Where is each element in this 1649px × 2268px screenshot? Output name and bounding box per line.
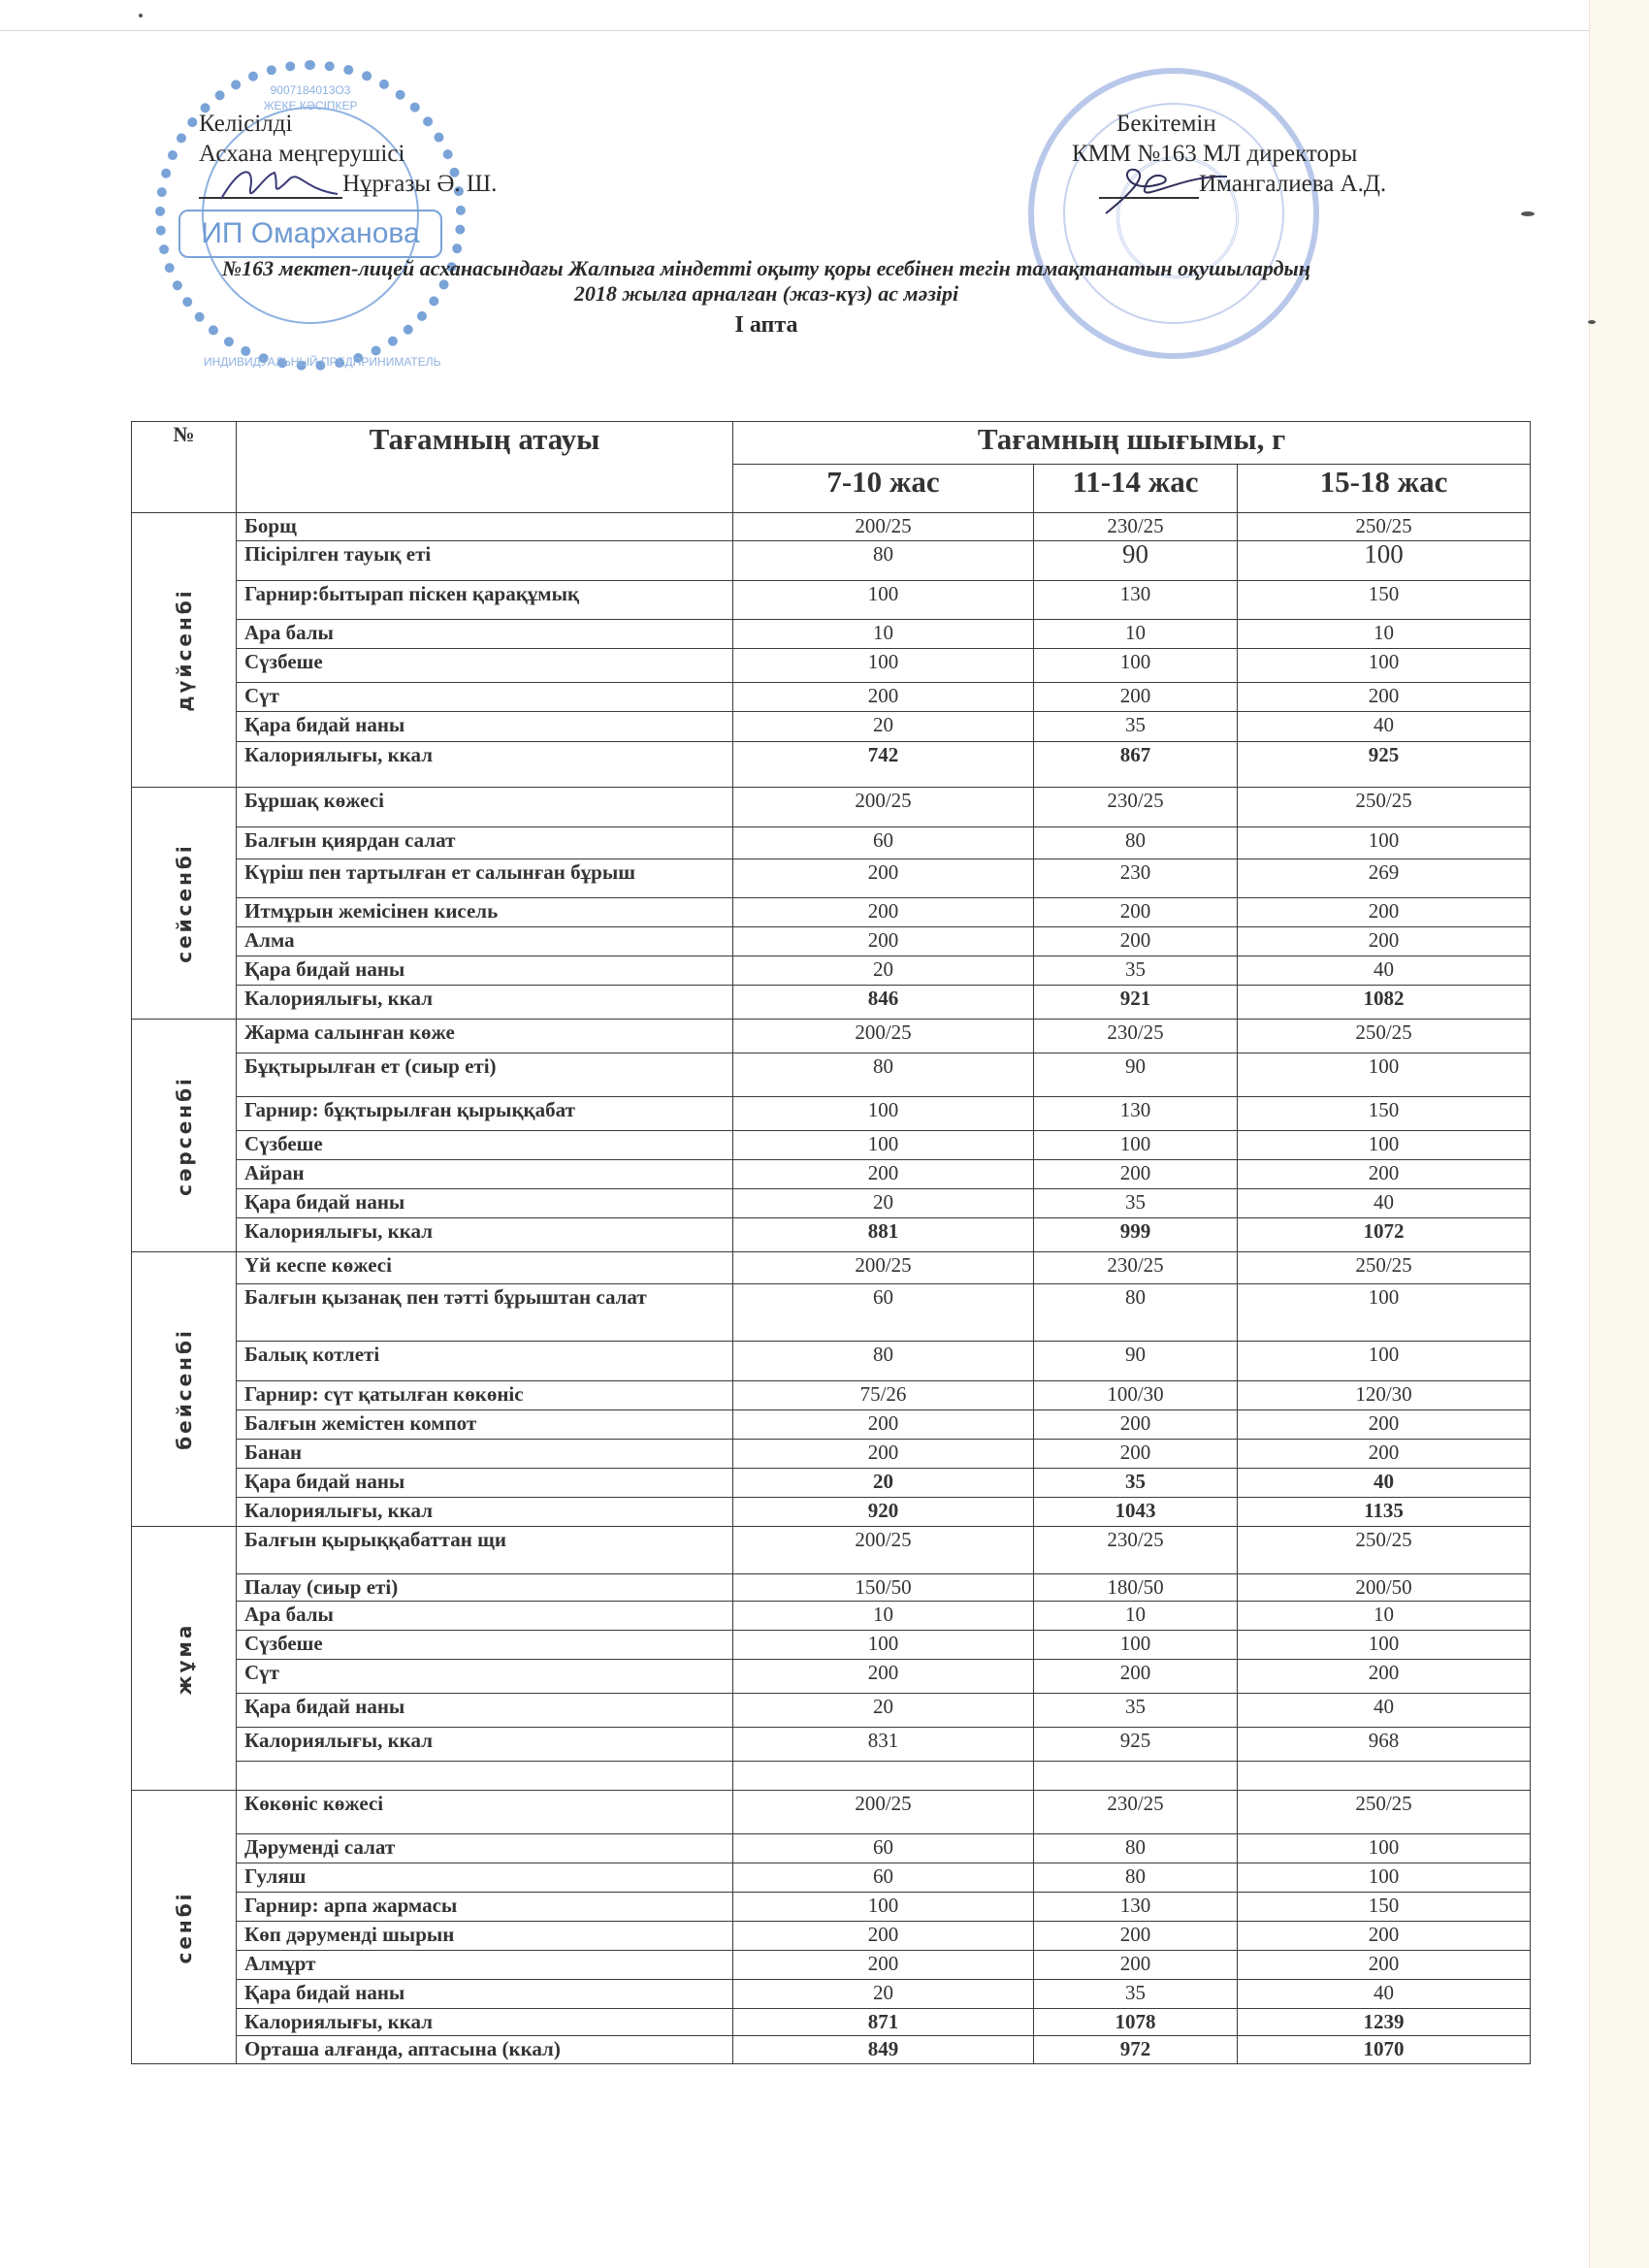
approval-heading: Бекітемін: [1116, 111, 1216, 137]
day-label: сейсенбі: [172, 843, 196, 963]
dish-name: Көкөніс көжесі: [237, 1791, 733, 1834]
dish-name: Борщ: [237, 513, 733, 541]
dish-name: Үй кеспе көжесі: [237, 1252, 733, 1284]
yield-value-11-14: 972: [1034, 2036, 1238, 2064]
dish-name: Гарнир: бұқтырылған қырыққабат: [237, 1097, 733, 1131]
yield-value-15-18: 100: [1238, 1834, 1531, 1863]
yield-value-11-14: 100: [1034, 649, 1238, 683]
yield-value-11-14: 200: [1034, 1922, 1238, 1951]
yield-value-7-10: 200: [733, 1951, 1034, 1980]
yield-value-15-18: 250/25: [1238, 1020, 1531, 1053]
dish-name: Калориялығы, ккал: [237, 2009, 733, 2036]
yield-value-11-14: 35: [1034, 1189, 1238, 1218]
yield-value-15-18: 250/25: [1238, 1252, 1531, 1284]
table-row: [132, 1922, 1531, 1951]
table-row: [132, 1381, 1531, 1410]
yield-value-7-10: 200/25: [733, 1252, 1034, 1284]
dish-name: Сүзбеше: [237, 1131, 733, 1160]
yield-value-15-18: 100: [1238, 827, 1531, 859]
yield-value-15-18: 250/25: [1238, 1791, 1531, 1834]
stamp-middle-text: ЖЕКЕ КӘСІПКЕР: [263, 99, 358, 113]
dish-name: Палау (сиыр еті): [237, 1574, 733, 1602]
day-cell: [132, 1527, 237, 1791]
yield-value-15-18: 40: [1238, 956, 1531, 986]
dish-name: Жарма салынған көже: [237, 1020, 733, 1053]
yield-value-15-18: 250/25: [1238, 513, 1531, 541]
header-yield: Тағамның шығымы, г: [733, 422, 1531, 465]
yield-value-7-10: 20: [733, 1694, 1034, 1728]
dish-name: Ара балы: [237, 1602, 733, 1631]
yield-value-7-10: 20: [733, 1980, 1034, 2009]
yield-value-7-10: 60: [733, 1284, 1034, 1342]
yield-value-11-14: 230/25: [1034, 1791, 1238, 1834]
table-row: [132, 898, 1531, 927]
table-row: [132, 1020, 1531, 1053]
day-cell: [132, 1020, 237, 1252]
dish-name: Сүт: [237, 1660, 733, 1694]
yield-value-11-14: 200: [1034, 927, 1238, 956]
title-line-2: 2018 жылға арналған (жаз-күз) ас мәзірі: [573, 281, 959, 306]
yield-value-11-14: 10: [1034, 1602, 1238, 1631]
document-title: [0, 256, 1649, 341]
header-age-11-14: 11-14 жас: [1034, 465, 1238, 513]
table-row: [132, 1469, 1531, 1498]
table-row: [132, 1053, 1531, 1097]
dish-name: Көп дәруменді шырын: [237, 1922, 733, 1951]
yield-value-7-10: 80: [733, 541, 1034, 581]
yield-value-15-18: 10: [1238, 1602, 1531, 1631]
dish-name: Пісірілген тауық еті: [237, 541, 733, 581]
dish-name: Қара бидай наны: [237, 712, 733, 742]
yield-value-7-10: 60: [733, 1834, 1034, 1863]
table-row: [132, 1893, 1531, 1922]
yield-value-11-14: 90: [1034, 1053, 1238, 1097]
yield-value-7-10: 20: [733, 1189, 1034, 1218]
day-label: дүйсенбі: [172, 588, 196, 712]
menu-body: [132, 513, 1531, 2064]
dish-name: Сүзбеше: [237, 1631, 733, 1660]
yield-value-11-14: 200: [1034, 1410, 1238, 1440]
table-row: [132, 541, 1531, 581]
yield-value-7-10: 200/25: [733, 788, 1034, 827]
dish-name: Қара бидай наны: [237, 1469, 733, 1498]
yield-value-7-10: 100: [733, 1893, 1034, 1922]
yield-value-11-14: 100: [1034, 1631, 1238, 1660]
week-label: І апта: [734, 312, 798, 338]
table-row: [132, 2036, 1531, 2064]
yield-value-7-10: 150/50: [733, 1574, 1034, 1602]
yield-value-15-18: 269: [1238, 859, 1531, 898]
yield-value-11-14: 200: [1034, 1160, 1238, 1189]
yield-value-15-18: 100: [1238, 1131, 1531, 1160]
yield-value-7-10: 881: [733, 1218, 1034, 1252]
yield-value-11-14: 130: [1034, 1893, 1238, 1922]
table-row: [132, 1694, 1531, 1728]
approval-position: Асхана меңгерушісі: [199, 141, 405, 167]
yield-value-11-14: 200: [1034, 1660, 1238, 1694]
yield-value-15-18: 200: [1238, 1922, 1531, 1951]
yield-value-15-18: 250/25: [1238, 788, 1531, 827]
dish-name: Банан: [237, 1440, 733, 1469]
yield-value-15-18: 250/25: [1238, 1527, 1531, 1574]
dish-name: Қара бидай наны: [237, 1694, 733, 1728]
dish-name: Калориялығы, ккал: [237, 986, 733, 1020]
stamp-main-text: ИП Омарханова: [178, 210, 442, 258]
approval-position: КММ №163 МЛ директоры: [1072, 141, 1358, 167]
approval-name: Имангалиева А.Д.: [1199, 171, 1387, 197]
yield-value-15-18: 40: [1238, 712, 1531, 742]
table-row: [132, 1660, 1531, 1694]
yield-value-15-18: 1135: [1238, 1498, 1531, 1527]
yield-value-7-10: 200: [733, 1160, 1034, 1189]
yield-value-11-14: 90: [1034, 1342, 1238, 1381]
signature-icon: [1091, 155, 1237, 223]
yield-value-15-18: 10: [1238, 620, 1531, 649]
day-cell: [132, 788, 237, 1020]
yield-value-15-18: 150: [1238, 1893, 1531, 1922]
yield-value-15-18: 200: [1238, 1660, 1531, 1694]
yield-value-11-14: 867: [1034, 742, 1238, 788]
dish-name: Итмұрын жемісінен кисель: [237, 898, 733, 927]
yield-value-7-10: 846: [733, 986, 1034, 1020]
yield-value-11-14: 80: [1034, 1834, 1238, 1863]
yield-value-15-18: 200: [1238, 898, 1531, 927]
table-row: [132, 788, 1531, 827]
yield-value-11-14: 100: [1034, 1131, 1238, 1160]
yield-value-11-14: 1043: [1034, 1498, 1238, 1527]
yield-value-7-10: 100: [733, 581, 1034, 620]
yield-value-11-14: 200: [1034, 1951, 1238, 1980]
yield-value-7-10: 60: [733, 827, 1034, 859]
yield-value-7-10: 200: [733, 1410, 1034, 1440]
stamp-bottom-text: ИНДИВИДУАЛЬНЫЙ ПРЕДПРИНИМАТЕЛЬ: [204, 355, 441, 369]
yield-value-15-18: 200: [1238, 1410, 1531, 1440]
yield-value-11-14: 80: [1034, 1863, 1238, 1893]
day-cell: [132, 1252, 237, 1527]
table-row: [132, 986, 1531, 1020]
scan-speck: [1521, 211, 1535, 216]
yield-value-7-10: 200: [733, 898, 1034, 927]
yield-value-11-14: 999: [1034, 1218, 1238, 1252]
table-row: [132, 1342, 1531, 1381]
yield-value-11-14: 130: [1034, 581, 1238, 620]
yield-value-7-10: 20: [733, 1469, 1034, 1498]
yield-value-7-10: 200/25: [733, 1791, 1034, 1834]
table-row: [132, 927, 1531, 956]
yield-value-15-18: 200: [1238, 683, 1531, 712]
yield-value-15-18: 925: [1238, 742, 1531, 788]
table-row: [132, 1440, 1531, 1469]
dish-name: Бұқтырылған ет (сиыр еті): [237, 1053, 733, 1097]
dish-name: Гуляш: [237, 1863, 733, 1893]
yield-value-15-18: 120/30: [1238, 1381, 1531, 1410]
yield-value-11-14: 230/25: [1034, 1020, 1238, 1053]
yield-value-15-18: 968: [1238, 1728, 1531, 1762]
yield-value-7-10: 100: [733, 1097, 1034, 1131]
yield-value-7-10: 80: [733, 1053, 1034, 1097]
yield-value-7-10: 200: [733, 1922, 1034, 1951]
yield-value-11-14: 35: [1034, 1469, 1238, 1498]
header-age-15-18: 15-18 жас: [1238, 465, 1531, 513]
dish-name: Балғын қырыққабаттан щи: [237, 1527, 733, 1574]
table-row: [132, 1284, 1531, 1342]
yield-value-11-14: 200: [1034, 683, 1238, 712]
yield-value-15-18: 200/50: [1238, 1574, 1531, 1602]
header-dish-name: Тағамның атауы: [237, 422, 733, 513]
dish-name: Балық котлеті: [237, 1342, 733, 1381]
table-row: [132, 1252, 1531, 1284]
table-row: [132, 859, 1531, 898]
dish-name: [237, 1762, 733, 1791]
yield-value-11-14: 230/25: [1034, 788, 1238, 827]
table-row: [132, 649, 1531, 683]
table-row: [132, 827, 1531, 859]
yield-value-11-14: 230/25: [1034, 1252, 1238, 1284]
day-label: жұма: [172, 1622, 196, 1695]
yield-value-7-10: 200: [733, 683, 1034, 712]
yield-value-11-14: 35: [1034, 1694, 1238, 1728]
yield-value-11-14: 100/30: [1034, 1381, 1238, 1410]
yield-value-7-10: 75/26: [733, 1381, 1034, 1410]
yield-value-11-14: 35: [1034, 956, 1238, 986]
header-number: №: [132, 422, 237, 513]
table-row: [132, 1160, 1531, 1189]
yield-value-15-18: 40: [1238, 1189, 1531, 1218]
signature-icon: [211, 155, 347, 213]
table-row: [132, 1762, 1531, 1791]
table-row: [132, 581, 1531, 620]
approval-heading: Келісілді: [199, 111, 293, 137]
header-age-7-10: 7-10 жас: [733, 465, 1034, 513]
yield-value-11-14: 80: [1034, 827, 1238, 859]
yield-value-7-10: 100: [733, 1631, 1034, 1660]
dish-name: Гарнир: сүт қатылған көкөніс: [237, 1381, 733, 1410]
dish-name: Дәруменді салат: [237, 1834, 733, 1863]
yield-value-15-18: 1070: [1238, 2036, 1531, 2064]
yield-value-15-18: 100: [1238, 649, 1531, 683]
table-row: [132, 620, 1531, 649]
yield-value-11-14: 130: [1034, 1097, 1238, 1131]
yield-value-15-18: 200: [1238, 1160, 1531, 1189]
yield-value-15-18: [1238, 1762, 1531, 1791]
yield-value-15-18: 200: [1238, 1951, 1531, 1980]
yield-value-7-10: 200/25: [733, 513, 1034, 541]
table-row: [132, 1834, 1531, 1863]
yield-value-15-18: 1239: [1238, 2009, 1531, 2036]
table-row: [132, 1980, 1531, 2009]
yield-value-11-14: 921: [1034, 986, 1238, 1020]
yield-value-15-18: 100: [1238, 1631, 1531, 1660]
dish-name: Айран: [237, 1160, 733, 1189]
yield-value-15-18: 40: [1238, 1469, 1531, 1498]
table-row: [132, 1863, 1531, 1893]
yield-value-7-10: 200: [733, 1440, 1034, 1469]
day-cell: [132, 513, 237, 788]
yield-value-15-18: 1082: [1238, 986, 1531, 1020]
table-header-row: [132, 422, 1531, 465]
page-edge: [0, 30, 1589, 31]
yield-value-7-10: 20: [733, 956, 1034, 986]
yield-value-11-14: 80: [1034, 1284, 1238, 1342]
approval-name: Нұрғазы Ә. Ш.: [342, 171, 498, 197]
yield-value-7-10: 742: [733, 742, 1034, 788]
yield-value-15-18: 100: [1238, 1863, 1531, 1893]
yield-value-7-10: 920: [733, 1498, 1034, 1527]
day-label: сәрсенбі: [172, 1075, 196, 1196]
dish-name: Қара бидай наны: [237, 1189, 733, 1218]
yield-value-15-18: 40: [1238, 1980, 1531, 2009]
yield-value-15-18: 100: [1238, 1342, 1531, 1381]
table-row: [132, 1097, 1531, 1131]
dish-name: Қара бидай наны: [237, 1980, 733, 2009]
table-row: [132, 1728, 1531, 1762]
dish-name: Калориялығы, ккал: [237, 1218, 733, 1252]
dish-name: Орташа алғанда, аптасына (ккал): [237, 2036, 733, 2064]
scan-speck: [139, 14, 143, 17]
yield-value-7-10: 200: [733, 927, 1034, 956]
dish-name: Калориялығы, ккал: [237, 742, 733, 788]
yield-value-11-14: 10: [1034, 620, 1238, 649]
table-row: [132, 1189, 1531, 1218]
dish-name: Гарнир:бытырап піскен қарақұмық: [237, 581, 733, 620]
dish-name: Калориялығы, ккал: [237, 1498, 733, 1527]
yield-value-7-10: 871: [733, 2009, 1034, 2036]
table-row: [132, 2009, 1531, 2036]
yield-value-15-18: 40: [1238, 1694, 1531, 1728]
yield-value-7-10: 200: [733, 1660, 1034, 1694]
title-line-1: №163 мектеп-лицей асханасындағы Жалпыға міндетті оқыту қоры есебінен тегін тамақтанатын оқушылардың: [222, 256, 1310, 280]
dish-name: Калориялығы, ккал: [237, 1728, 733, 1762]
yield-value-15-18: 100: [1238, 1053, 1531, 1097]
yield-value-15-18: 200: [1238, 927, 1531, 956]
stamp-top-text: 9007184013О3: [270, 83, 351, 97]
table-row: [132, 1527, 1531, 1574]
yield-value-7-10: 200: [733, 859, 1034, 898]
table-row: [132, 1218, 1531, 1252]
dish-name: Балғын қызанақ пен тәтті бұрыштан салат: [237, 1284, 733, 1342]
yield-value-11-14: 230: [1034, 859, 1238, 898]
yield-value-11-14: 230/25: [1034, 1527, 1238, 1574]
dish-name: Балғын қиярдан салат: [237, 827, 733, 859]
yield-value-15-18: 150: [1238, 581, 1531, 620]
yield-value-7-10: [733, 1762, 1034, 1791]
dish-name: Алмұрт: [237, 1951, 733, 1980]
dish-name: Сүт: [237, 683, 733, 712]
yield-value-11-14: 35: [1034, 712, 1238, 742]
dish-name: Ара балы: [237, 620, 733, 649]
table-row: [132, 1631, 1531, 1660]
yield-value-7-10: 80: [733, 1342, 1034, 1381]
table-row: [132, 1131, 1531, 1160]
table-row: [132, 1574, 1531, 1602]
dish-name: Гарнир: арпа жармасы: [237, 1893, 733, 1922]
yield-value-11-14: 35: [1034, 1980, 1238, 2009]
table-row: [132, 1791, 1531, 1834]
yield-value-7-10: 200/25: [733, 1527, 1034, 1574]
yield-value-15-18: 150: [1238, 1097, 1531, 1131]
yield-value-11-14: 925: [1034, 1728, 1238, 1762]
yield-value-7-10: 100: [733, 1131, 1034, 1160]
day-label: бейсенбі: [172, 1328, 196, 1450]
table-row: [132, 513, 1531, 541]
yield-value-7-10: 849: [733, 2036, 1034, 2064]
dish-name: Бұршақ көжесі: [237, 788, 733, 827]
yield-value-7-10: 831: [733, 1728, 1034, 1762]
dish-name: Сүзбеше: [237, 649, 733, 683]
yield-value-7-10: 200/25: [733, 1020, 1034, 1053]
table-row: [132, 1951, 1531, 1980]
table-row: [132, 1602, 1531, 1631]
table-row: [132, 956, 1531, 986]
yield-value-11-14: 90: [1034, 541, 1238, 581]
yield-value-7-10: 60: [733, 1863, 1034, 1893]
table-row: [132, 742, 1531, 788]
yield-value-15-18: 1072: [1238, 1218, 1531, 1252]
dish-name: Күріш пен тартылған ет салынған бұрыш: [237, 859, 733, 898]
table-row: [132, 712, 1531, 742]
table-row: [132, 1410, 1531, 1440]
day-label: сенбі: [172, 1890, 196, 1964]
table-row: [132, 1498, 1531, 1527]
dish-name: Алма: [237, 927, 733, 956]
dish-name: Балғын жемістен компот: [237, 1410, 733, 1440]
yield-value-11-14: 200: [1034, 1440, 1238, 1469]
yield-value-11-14: 1078: [1034, 2009, 1238, 2036]
menu-table: [131, 421, 1531, 2064]
yield-value-15-18: 100: [1238, 541, 1531, 581]
yield-value-11-14: 230/25: [1034, 513, 1238, 541]
dish-name: Қара бидай наны: [237, 956, 733, 986]
yield-value-7-10: 10: [733, 1602, 1034, 1631]
table-row: [132, 683, 1531, 712]
yield-value-7-10: 100: [733, 649, 1034, 683]
day-cell: [132, 1791, 237, 2064]
yield-value-15-18: 100: [1238, 1284, 1531, 1342]
yield-value-11-14: 200: [1034, 898, 1238, 927]
yield-value-11-14: [1034, 1762, 1238, 1791]
yield-value-7-10: 10: [733, 620, 1034, 649]
yield-value-11-14: 180/50: [1034, 1574, 1238, 1602]
yield-value-7-10: 20: [733, 712, 1034, 742]
yield-value-15-18: 200: [1238, 1440, 1531, 1469]
